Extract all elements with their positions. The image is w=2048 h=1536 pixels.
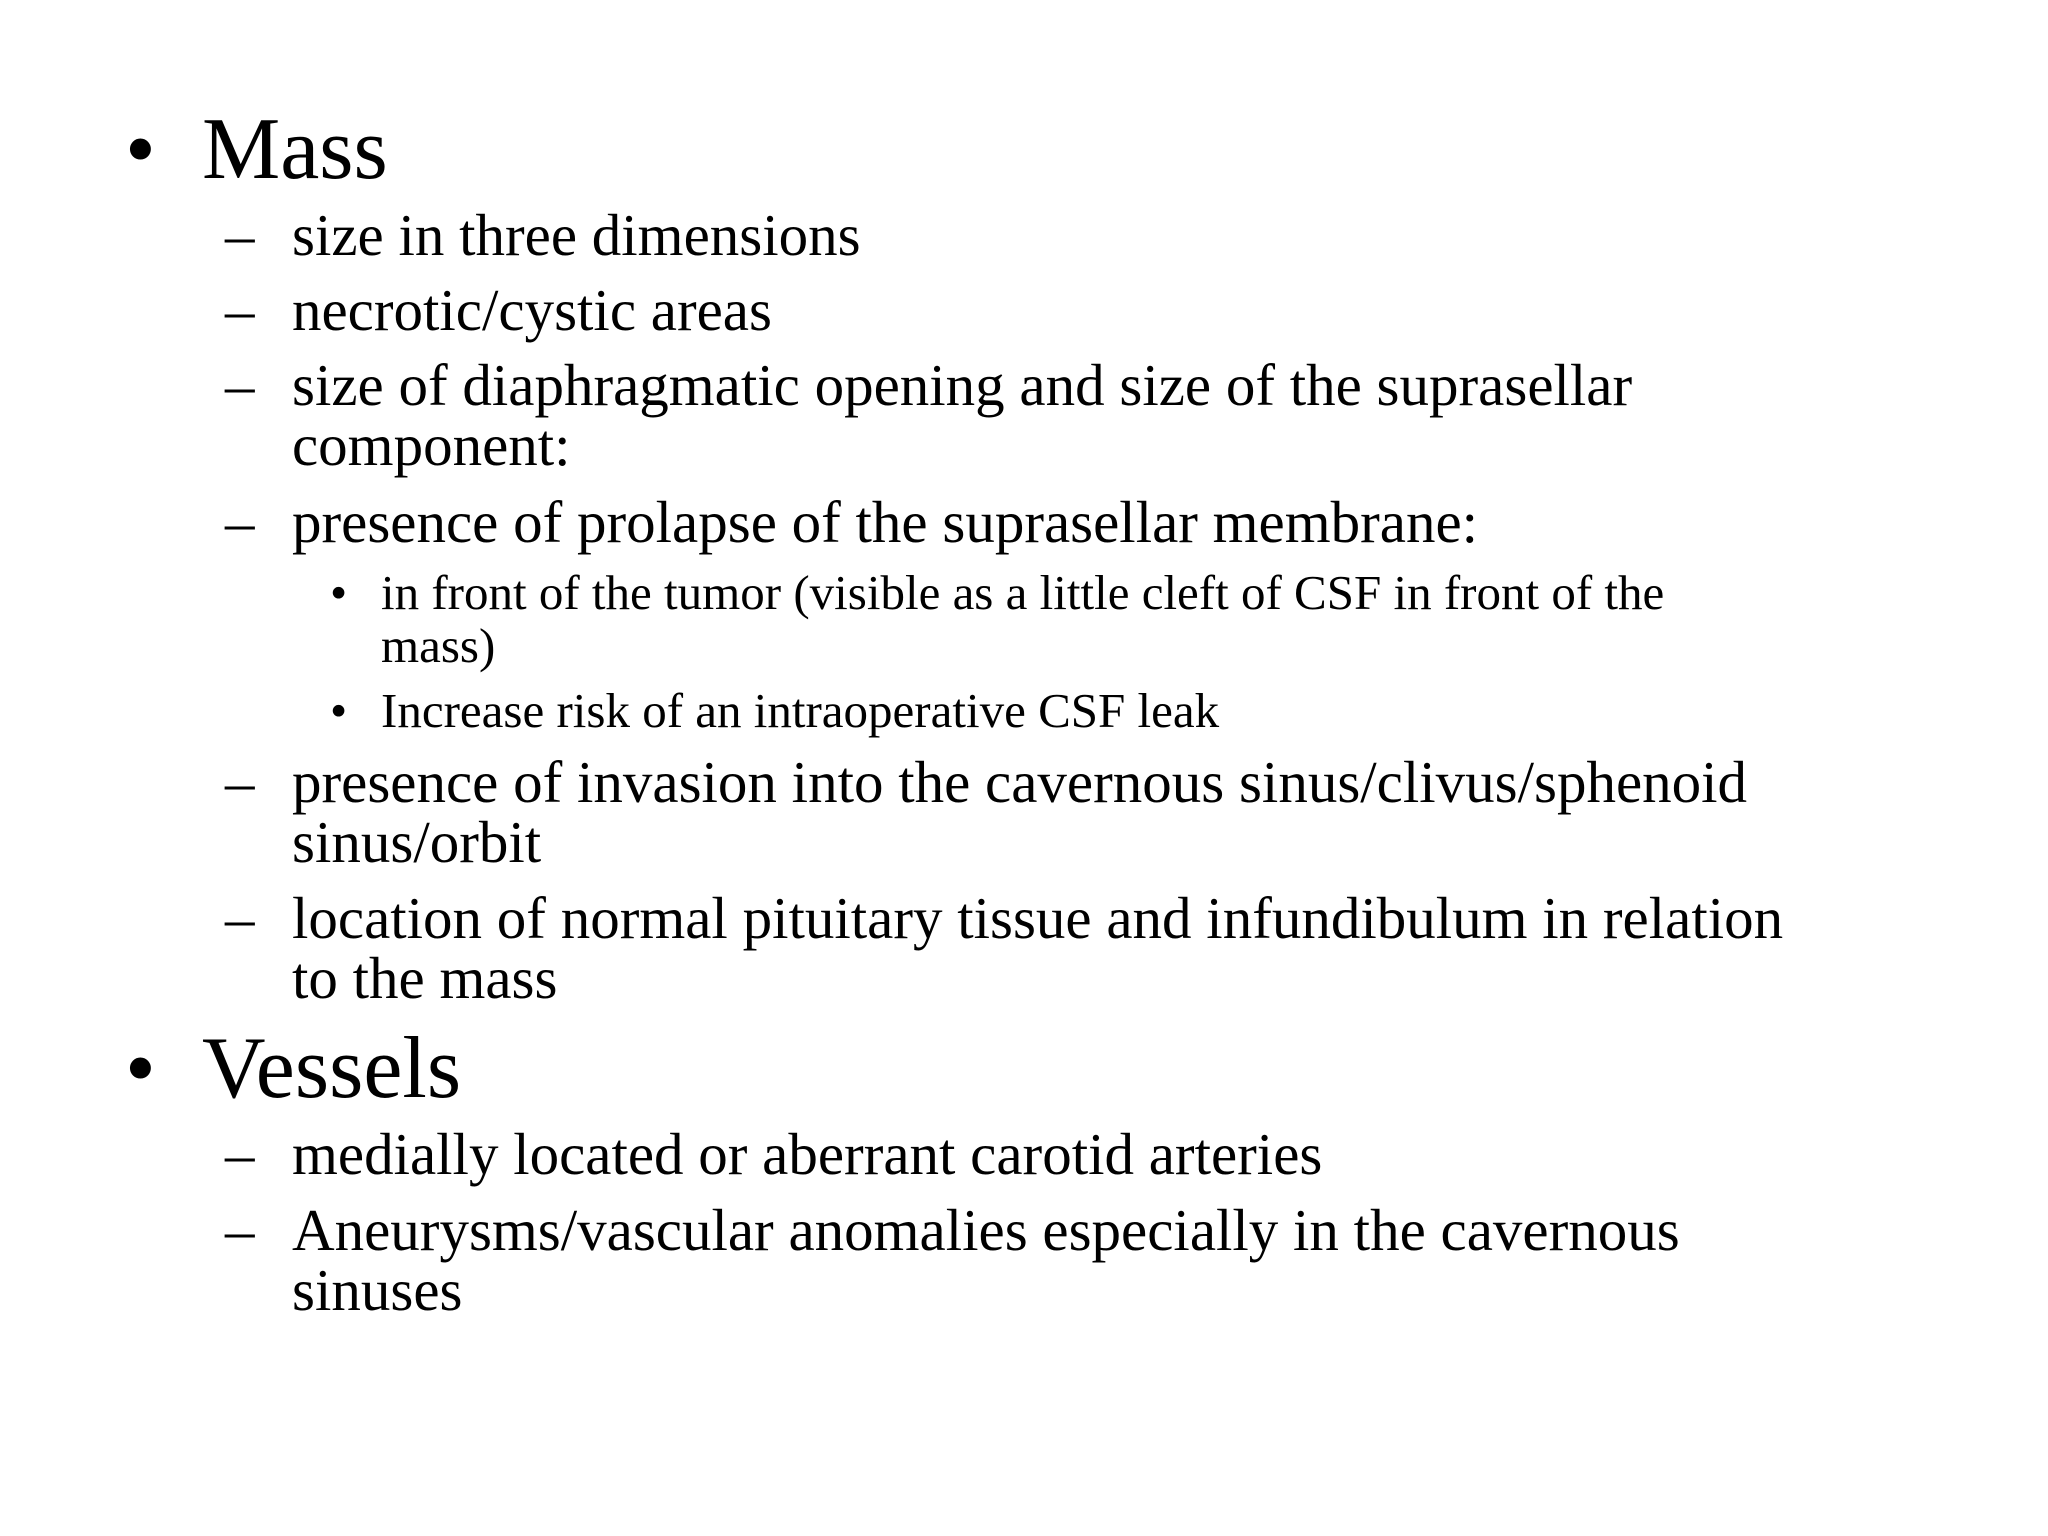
item-necrotic-cystic-areas: – necrotic/cystic areas [225,277,772,343]
subitem-csf-leak-risk: • Increase risk of an intraoperative CSF leak [330,683,1220,738]
dash-marker: – [225,202,255,268]
heading-mass: Mass [202,101,388,198]
subitem-in-front-of-tumor: • in front of the tumor (visible as a little cleft of CSF in front of the mass) [330,565,1665,673]
item-size-three-dimensions: – size in three dimensions [225,202,861,268]
bullet-marker: • [330,565,348,620]
dash-marker: – [225,352,255,418]
item-normal-pituitary-location: – location of normal pituitary tissue and infundibulum in relation to the mass [225,885,1784,1011]
item-invasion-cavernous-sinus: – presence of invasion into the cavernous sinus/clivus/sphenoid sinus/orbit [225,749,1748,875]
dash-marker: – [225,277,255,343]
dash-marker: – [225,1121,255,1187]
dash-marker: – [225,489,255,555]
dash-marker: – [225,1197,255,1263]
bullet-vessels [125,1020,462,1117]
item-carotid-arteries: – medially located or aberrant carotid arteries [225,1121,1323,1187]
bullet-mass [125,101,388,198]
bullet-marker: • [125,101,156,198]
bullet-marker: • [125,1020,156,1117]
dash-marker: – [225,749,255,815]
heading-vessels: Vessels [202,1020,462,1117]
dash-marker: – [225,885,255,951]
bullet-marker: • [330,683,348,738]
item-prolapse-suprasellar-membrane: – presence of prolapse of the suprasellar membrane: [225,489,1479,555]
item-aneurysms-vascular-anomalies: – Aneurysms/vascular anomalies especially in the cavernous sinuses [225,1197,1680,1323]
item-diaphragmatic-opening: – size of diaphragmatic opening and size of the suprasellar component: [225,352,1633,478]
